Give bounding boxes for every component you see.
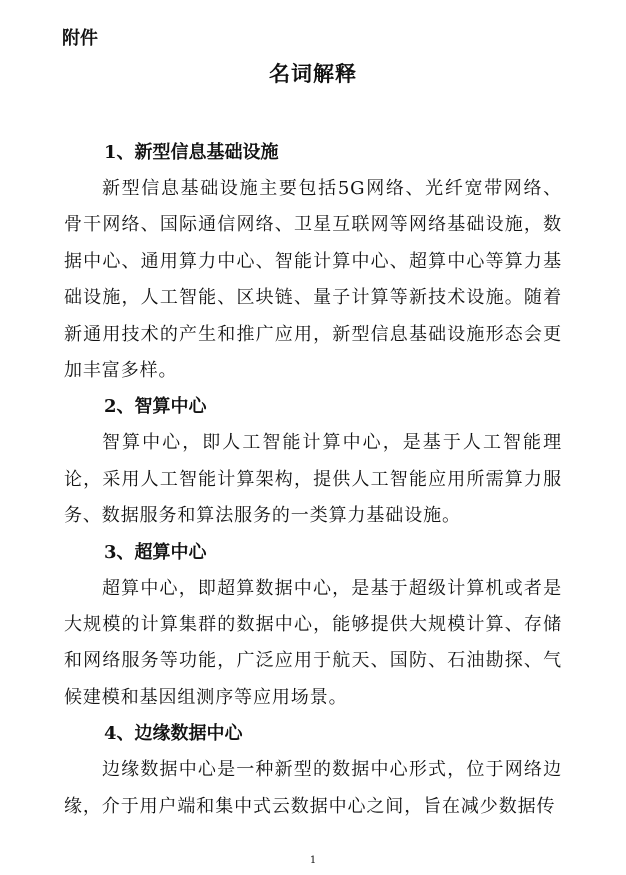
section-body-1: 新型信息基础设施主要包括5G网络、光纤宽带网络、骨干网络、国际通信网络、卫星互联网等网络基础设施，数据中心、通用算力中心、智能计算中心、超算中心等算力基础设施，人工智能、区块链、量子计算等新技术设施。随着新通用技术的产生和推广应用，新型信息基础设施形态会更加丰富多样。: [64, 178, 562, 382]
page-number: 1: [309, 855, 317, 866]
section-body-3: 超算中心，即超算数据中心，是基于超级计算机或者是大规模的计算集群的数据中心，能够提供大规模计算、存储和网络服务等功能，广泛应用于航天、国防、石油勘探、气候建模和基因组测序等应用场景。: [64, 577, 562, 708]
section-body-2: 智算中心，即人工智能计算中心，是基于人工智能理论，采用人工智能计算架构，提供人工智能应用所需算力服务、数据服务和算法服务的一类算力基础设施。: [64, 432, 562, 527]
section-body-4: 边缘数据中心是一种新型的数据中心形式，位于网络边缘，介于用户端和集中式云数据中心之间，旨在减少数据传: [64, 759, 562, 817]
document-body: [64, 135, 562, 825]
document-title: 名词解释: [269, 61, 357, 86]
section-heading-3: 3、超算中心: [104, 541, 207, 563]
section-heading-2: 2、智算中心: [104, 396, 207, 418]
section-heading-1: 1、新型信息基础设施: [104, 142, 279, 163]
attachment-label: 附件: [62, 28, 98, 49]
section-heading-4: 4、边缘数据中心: [104, 723, 243, 745]
